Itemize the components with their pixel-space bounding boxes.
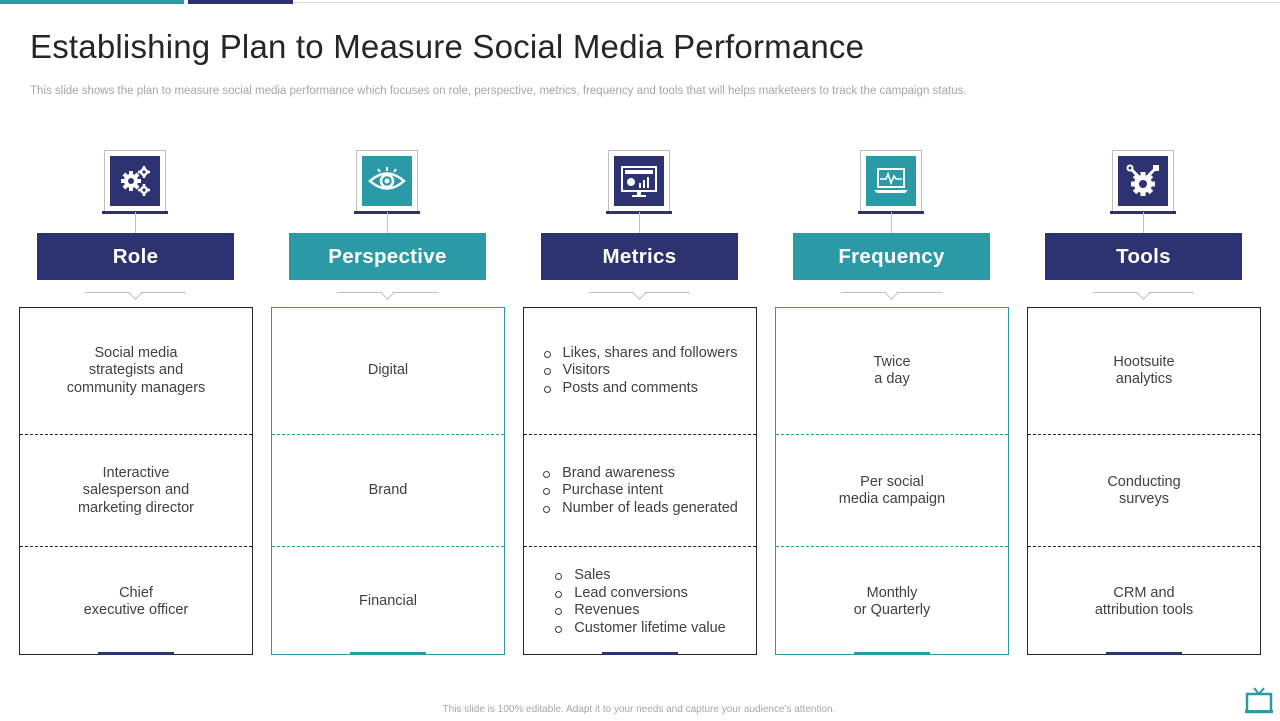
footer-note: This slide is 100% editable. Adapt it to your needs and capture your audience's attention. <box>442 704 836 715</box>
page-title: Establishing Plan to Measure Social Media Performance <box>30 28 865 65</box>
perspective-row-1: Digital <box>367 362 409 379</box>
icon-frame <box>1112 150 1174 212</box>
column-perspective <box>271 150 507 658</box>
frequency-row-2: Per social media campaign <box>776 434 1008 547</box>
list-item: Number of leads generated <box>542 500 738 518</box>
header-frequency: Frequency <box>793 233 990 280</box>
metrics-row-2 <box>524 434 756 547</box>
icon-frame <box>104 150 166 212</box>
header-tools: Tools <box>1045 233 1242 280</box>
perspective-row-2: Brand <box>272 434 504 547</box>
header-role: Role <box>37 233 234 280</box>
top-accent-bar <box>0 0 1280 4</box>
list-item: Visitors <box>543 362 738 380</box>
list-item: Likes, shares and followers <box>543 345 738 363</box>
list-item: Sales <box>554 567 726 585</box>
role-row-2: Interactive salesperson and marketing director <box>20 434 252 547</box>
list-item: Purchase intent <box>542 482 738 500</box>
metrics-list-2 <box>542 465 738 518</box>
metrics-row-3 <box>524 546 756 657</box>
frequency-row-3: Monthly or Quarterly <box>776 546 1008 657</box>
laptop-pulse-icon <box>866 156 916 206</box>
tools-row-2: Conducting surveys <box>1028 434 1260 547</box>
list-item: Lead conversions <box>554 585 726 603</box>
metrics-row-1 <box>524 308 756 434</box>
card-tools <box>1027 307 1261 655</box>
tools-row-1: Hootsuite analytics <box>1113 353 1175 387</box>
list-item: Brand awareness <box>542 465 738 483</box>
column-frequency <box>775 150 1011 658</box>
metrics-list-3 <box>554 567 726 637</box>
card-role <box>19 307 253 655</box>
column-role <box>19 150 255 658</box>
list-item: Customer lifetime value <box>554 620 726 638</box>
role-row-1: Social media strategists and community managers <box>66 344 206 396</box>
page-subtitle: This slide shows the plan to measure social media performance which focuses on role, perspective, metrics, frequency and tools that will helps marketeers to track the campaign status. <box>30 85 967 97</box>
eye-icon <box>362 156 412 206</box>
icon-frame <box>860 150 922 212</box>
perspective-row-3: Financial <box>272 546 504 657</box>
header-metrics: Metrics <box>541 233 738 280</box>
tools-gear-icon <box>1118 156 1168 206</box>
icon-frame <box>356 150 418 212</box>
card-metrics <box>523 307 757 655</box>
column-metrics <box>523 150 759 658</box>
list-item: Posts and comments <box>543 380 738 398</box>
card-perspective <box>271 307 505 655</box>
presentation-icon <box>1244 686 1274 716</box>
card-frequency <box>775 307 1009 655</box>
role-row-3: Chief executive officer <box>20 546 252 657</box>
metrics-list-1 <box>543 345 738 398</box>
list-item: Revenues <box>554 602 726 620</box>
frequency-row-1: Twice a day <box>873 353 911 387</box>
header-perspective: Perspective <box>289 233 486 280</box>
icon-frame <box>608 150 670 212</box>
tools-row-3: CRM and attribution tools <box>1028 546 1260 657</box>
column-tools <box>1027 150 1263 658</box>
gears-icon <box>110 156 160 206</box>
dashboard-monitor-icon <box>614 156 664 206</box>
